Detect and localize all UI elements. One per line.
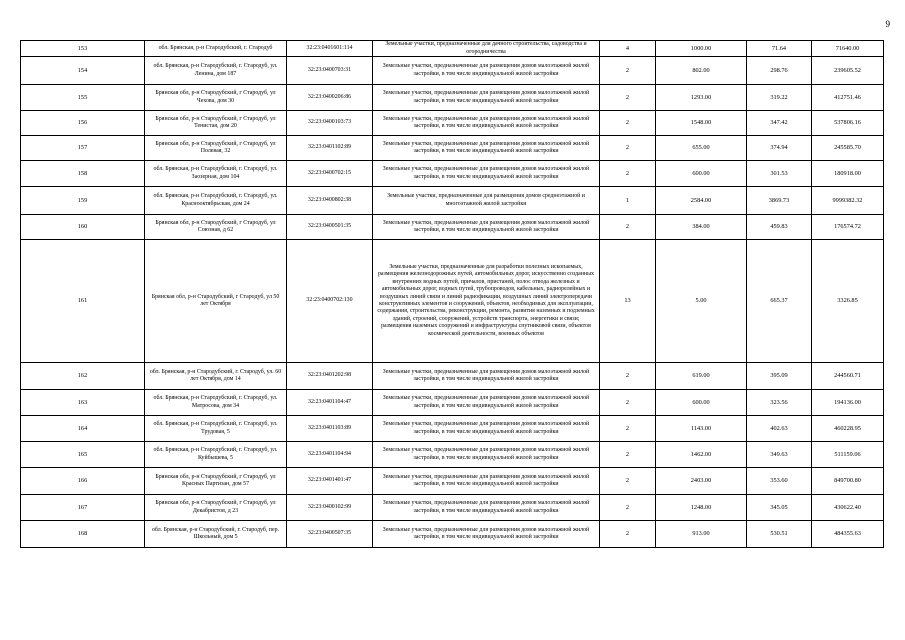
- table-row: [21, 187, 884, 215]
- area-cell: 600.00: [656, 390, 747, 416]
- land-use-cell: Земельные участки, предназначенные для размещения домов малоэтажной жилой застройки, в том числе индивидуальной жилой застройки: [373, 521, 600, 548]
- address-cell: Брянская обл, р-н Стародубский, г Стародуб, ул Союзная, д 62: [145, 215, 287, 240]
- specific-value-cell: 530.51: [747, 521, 812, 548]
- area-cell: 1293.00: [656, 85, 747, 111]
- cadastral-value-cell: 460228.95: [812, 416, 884, 442]
- cadastral-number-cell: 32:23:0401401:47: [287, 468, 373, 495]
- address-cell: Брянская обл, р-н Стародубский, г Стародуб, ул Красных Партизан, дом 57: [145, 468, 287, 495]
- cadastral-value-cell: 3326.85: [812, 240, 884, 363]
- land-use-cell: Земельные участки, предназначенные для размещения домов среднеэтажной и многоэтажной жилой застройки: [373, 187, 600, 215]
- cadastral-number-cell: 32:23:0401202:98: [287, 363, 373, 390]
- table-row: [21, 161, 884, 187]
- cadastral-number-cell: 32:23:0401601:114: [287, 41, 373, 57]
- specific-value-cell: 353.60: [747, 468, 812, 495]
- specific-value-cell: 347.42: [747, 111, 812, 136]
- cadastral-number-cell: 32:23:0400802:38: [287, 187, 373, 215]
- cadastral-number-cell: 32:23:0401103:89: [287, 416, 373, 442]
- land-use-cell: Земельные участки, предназначенные для размещения домов малоэтажной жилой застройки, в том числе индивидуальной жилой застройки: [373, 442, 600, 468]
- land-use-cell: Земельные участки, предназначенные для размещения домов малоэтажной жилой застройки, в том числе индивидуальной жилой застройки: [373, 363, 600, 390]
- address-cell: Брянская обл, р-н Стародубский, г Стародуб, ул 50 лет Октября: [145, 240, 287, 363]
- row-number: 158: [21, 161, 145, 187]
- address-cell: обл. Брянская, р-н Стародубский, г. Стародуб, пер. Школьный, дом 5: [145, 521, 287, 548]
- table-row: [21, 416, 884, 442]
- use-code-cell: 2: [600, 468, 656, 495]
- land-use-cell: Земельные участки, предназначенные для размещения домов малоэтажной жилой застройки, в том числе индивидуальной жилой застройки: [373, 495, 600, 521]
- row-number: 161: [21, 240, 145, 363]
- row-number: 164: [21, 416, 145, 442]
- cadastral-value-cell: 245585.70: [812, 136, 884, 161]
- cadastral-number-cell: 32:23:0401104:47: [287, 390, 373, 416]
- cadastral-number-cell: 32:23:0400501:35: [287, 215, 373, 240]
- land-use-cell: Земельные участки, предназначенные для размещения домов малоэтажной жилой застройки, в том числе индивидуальной жилой застройки: [373, 215, 600, 240]
- row-number: 157: [21, 136, 145, 161]
- address-cell: обл. Брянская, р-н Стародубский, г. Стародуб, ул. Куйбышева, 5: [145, 442, 287, 468]
- table-row: [21, 521, 884, 548]
- row-number: 166: [21, 468, 145, 495]
- specific-value-cell: 3869.73: [747, 187, 812, 215]
- table-row: [21, 57, 884, 85]
- cadastral-value-cell: 180918.00: [812, 161, 884, 187]
- table-row: [21, 111, 884, 136]
- area-cell: 913.00: [656, 521, 747, 548]
- land-use-cell: Земельные участки, предназначенные для размещения домов малоэтажной жилой застройки, в том числе индивидуальной жилой застройки: [373, 85, 600, 111]
- specific-value-cell: 459.83: [747, 215, 812, 240]
- area-cell: 1143.00: [656, 416, 747, 442]
- specific-value-cell: 298.76: [747, 57, 812, 85]
- address-cell: обл. Брянская, р-н Стародубский, г. Стародуб, ул. Матросова, дом 34: [145, 390, 287, 416]
- land-use-cell: Земельные участки, предназначенные для разработки полезных ископаемых, размещения железнодорожных путей, автомобильных дорог, искусственно созданных внутренних водных путей, причалов, пристаней, полос отвода железных и автомобильных дорог, водных путей, трубопроводов, кабельных, радиорелейных и воздушных линий связи и линий радиофикации, воздушных линий электропередачи конструктивных элементов и сооружений, объектов, необходимых для эксплуатации, содержания, строительства, реконструкции, ремонта, развития наземных и подземных зданий, строений, сооружений, устройств транспорта, энергетики и связи; размещения наземных сооружений и инфраструктуры спутниковой связи, объектов космической деятельности, военных объектов: [373, 240, 600, 363]
- land-use-cell: Земельные участки, предназначенные для дачного строительства, садоводства и огородничества: [373, 41, 600, 57]
- table-row: [21, 442, 884, 468]
- specific-value-cell: 71.64: [747, 41, 812, 57]
- use-code-cell: 2: [600, 161, 656, 187]
- area-cell: 802.00: [656, 57, 747, 85]
- area-cell: 1248.00: [656, 495, 747, 521]
- table-row: [21, 495, 884, 521]
- use-code-cell: 2: [600, 57, 656, 85]
- specific-value-cell: 323.56: [747, 390, 812, 416]
- specific-value-cell: 395.09: [747, 363, 812, 390]
- row-number: 159: [21, 187, 145, 215]
- address-cell: обл. Брянская, р-н Стародубский, г. Стародуб, ул. Заозерная, дом 104: [145, 161, 287, 187]
- cadastral-value-cell: 9999382.32: [812, 187, 884, 215]
- row-number: 153: [21, 41, 145, 57]
- use-code-cell: 1: [600, 187, 656, 215]
- cadastral-value-table: [20, 40, 884, 548]
- row-number: 163: [21, 390, 145, 416]
- use-code-cell: 2: [600, 111, 656, 136]
- area-cell: 384.00: [656, 215, 747, 240]
- specific-value-cell: 319.22: [747, 85, 812, 111]
- cadastral-value-cell: 412751.46: [812, 85, 884, 111]
- land-use-cell: Земельные участки, предназначенные для размещения домов малоэтажной жилой застройки, в том числе индивидуальной жилой застройки: [373, 111, 600, 136]
- use-code-cell: 2: [600, 521, 656, 548]
- area-cell: 2584.00: [656, 187, 747, 215]
- cadastral-value-cell: 849700.80: [812, 468, 884, 495]
- row-number: 154: [21, 57, 145, 85]
- page-number: 9: [885, 19, 890, 29]
- area-cell: 619.00: [656, 363, 747, 390]
- address-cell: обл. Брянская, р-н Стародубский, г. Стародуб, ул. 60 лет Октября, дом 14: [145, 363, 287, 390]
- use-code-cell: 2: [600, 363, 656, 390]
- cadastral-number-cell: 32:23:0400206:86: [287, 85, 373, 111]
- row-number: 168: [21, 521, 145, 548]
- use-code-cell: 2: [600, 495, 656, 521]
- cadastral-number-cell: 32:23:0400702:130: [287, 240, 373, 363]
- land-use-cell: Земельные участки, предназначенные для размещения домов малоэтажной жилой застройки, в том числе индивидуальной жилой застройки: [373, 416, 600, 442]
- address-cell: Брянская обл, р-н Стародубский, г Стародуб, ул Полевая, 32: [145, 136, 287, 161]
- address-cell: обл. Брянская, р-н Стародубский, г. Стародуб, ул. Ленина, дом 187: [145, 57, 287, 85]
- land-use-cell: Земельные участки, предназначенные для размещения домов малоэтажной жилой застройки, в том числе индивидуальной жилой застройки: [373, 161, 600, 187]
- table-row: [21, 85, 884, 111]
- cadastral-value-cell: 430622.40: [812, 495, 884, 521]
- address-cell: обл. Брянская, р-н Стародубский, г. Стародуб, ул. Краснооктябрьская, дом 24: [145, 187, 287, 215]
- area-cell: 1462.00: [656, 442, 747, 468]
- row-number: 162: [21, 363, 145, 390]
- specific-value-cell: 301.53: [747, 161, 812, 187]
- use-code-cell: 2: [600, 390, 656, 416]
- specific-value-cell: 349.63: [747, 442, 812, 468]
- table-row: [21, 215, 884, 240]
- row-number: 160: [21, 215, 145, 240]
- land-use-cell: Земельные участки, предназначенные для размещения домов малоэтажной жилой застройки, в том числе индивидуальной жилой застройки: [373, 468, 600, 495]
- address-cell: обл. Брянская, р-н Стародубский, г. Стародуб, ул. Трудовая, 5: [145, 416, 287, 442]
- cadastral-value-cell: 239605.52: [812, 57, 884, 85]
- table-row: [21, 390, 884, 416]
- row-number: 156: [21, 111, 145, 136]
- cadastral-value-cell: 194136.00: [812, 390, 884, 416]
- cadastral-value-cell: 484355.63: [812, 521, 884, 548]
- area-cell: 600.00: [656, 161, 747, 187]
- specific-value-cell: 402.63: [747, 416, 812, 442]
- use-code-cell: 4: [600, 41, 656, 57]
- row-number: 167: [21, 495, 145, 521]
- cadastral-number-cell: 32:23:0401104:94: [287, 442, 373, 468]
- specific-value-cell: 665.37: [747, 240, 812, 363]
- table-row: [21, 240, 884, 363]
- address-cell: обл. Брянская, р-н Стародубский, г. Стародуб: [145, 41, 287, 57]
- address-cell: Брянская обл, р-н Стародубский, г Стародуб, ул Декабристов, д 23: [145, 495, 287, 521]
- use-code-cell: 2: [600, 215, 656, 240]
- use-code-cell: 13: [600, 240, 656, 363]
- table-row: [21, 363, 884, 390]
- cadastral-value-cell: 176574.72: [812, 215, 884, 240]
- land-use-cell: Земельные участки, предназначенные для размещения домов малоэтажной жилой застройки, в том числе индивидуальной жилой застройки: [373, 57, 600, 85]
- address-cell: Брянская обл, р-н Стародубский, г Стародуб, ул Тенистая, дом 20: [145, 111, 287, 136]
- use-code-cell: 2: [600, 416, 656, 442]
- cadastral-number-cell: 32:23:0400102:99: [287, 495, 373, 521]
- row-number: 155: [21, 85, 145, 111]
- row-number: 165: [21, 442, 145, 468]
- land-use-cell: Земельные участки, предназначенные для размещения домов малоэтажной жилой застройки, в том числе индивидуальной жилой застройки: [373, 390, 600, 416]
- use-code-cell: 2: [600, 442, 656, 468]
- specific-value-cell: 374.94: [747, 136, 812, 161]
- address-cell: Брянская обл, р-н Стародубский, г Стародуб, ул Чехова, дом 30: [145, 85, 287, 111]
- cadastral-value-cell: 244560.71: [812, 363, 884, 390]
- area-cell: 1548.00: [656, 111, 747, 136]
- table-row: [21, 136, 884, 161]
- cadastral-value-cell: 71640.00: [812, 41, 884, 57]
- cadastral-number-cell: 32:23:0400702:15: [287, 161, 373, 187]
- table-row: [21, 41, 884, 57]
- cadastral-value-cell: 511159.06: [812, 442, 884, 468]
- cadastral-number-cell: 32:23:0400703:31: [287, 57, 373, 85]
- land-use-cell: Земельные участки, предназначенные для размещения домов малоэтажной жилой застройки, в том числе индивидуальной жилой застройки: [373, 136, 600, 161]
- cadastral-number-cell: 32:23:0401102:89: [287, 136, 373, 161]
- use-code-cell: 2: [600, 136, 656, 161]
- area-cell: 2403.00: [656, 468, 747, 495]
- cadastral-value-cell: 537806.16: [812, 111, 884, 136]
- area-cell: 1000.00: [656, 41, 747, 57]
- cadastral-number-cell: 32:23:0400103:73: [287, 111, 373, 136]
- table-row: [21, 468, 884, 495]
- specific-value-cell: 345.05: [747, 495, 812, 521]
- area-cell: 5.00: [656, 240, 747, 363]
- cadastral-number-cell: 32:23:0400507:35: [287, 521, 373, 548]
- use-code-cell: 2: [600, 85, 656, 111]
- area-cell: 655.00: [656, 136, 747, 161]
